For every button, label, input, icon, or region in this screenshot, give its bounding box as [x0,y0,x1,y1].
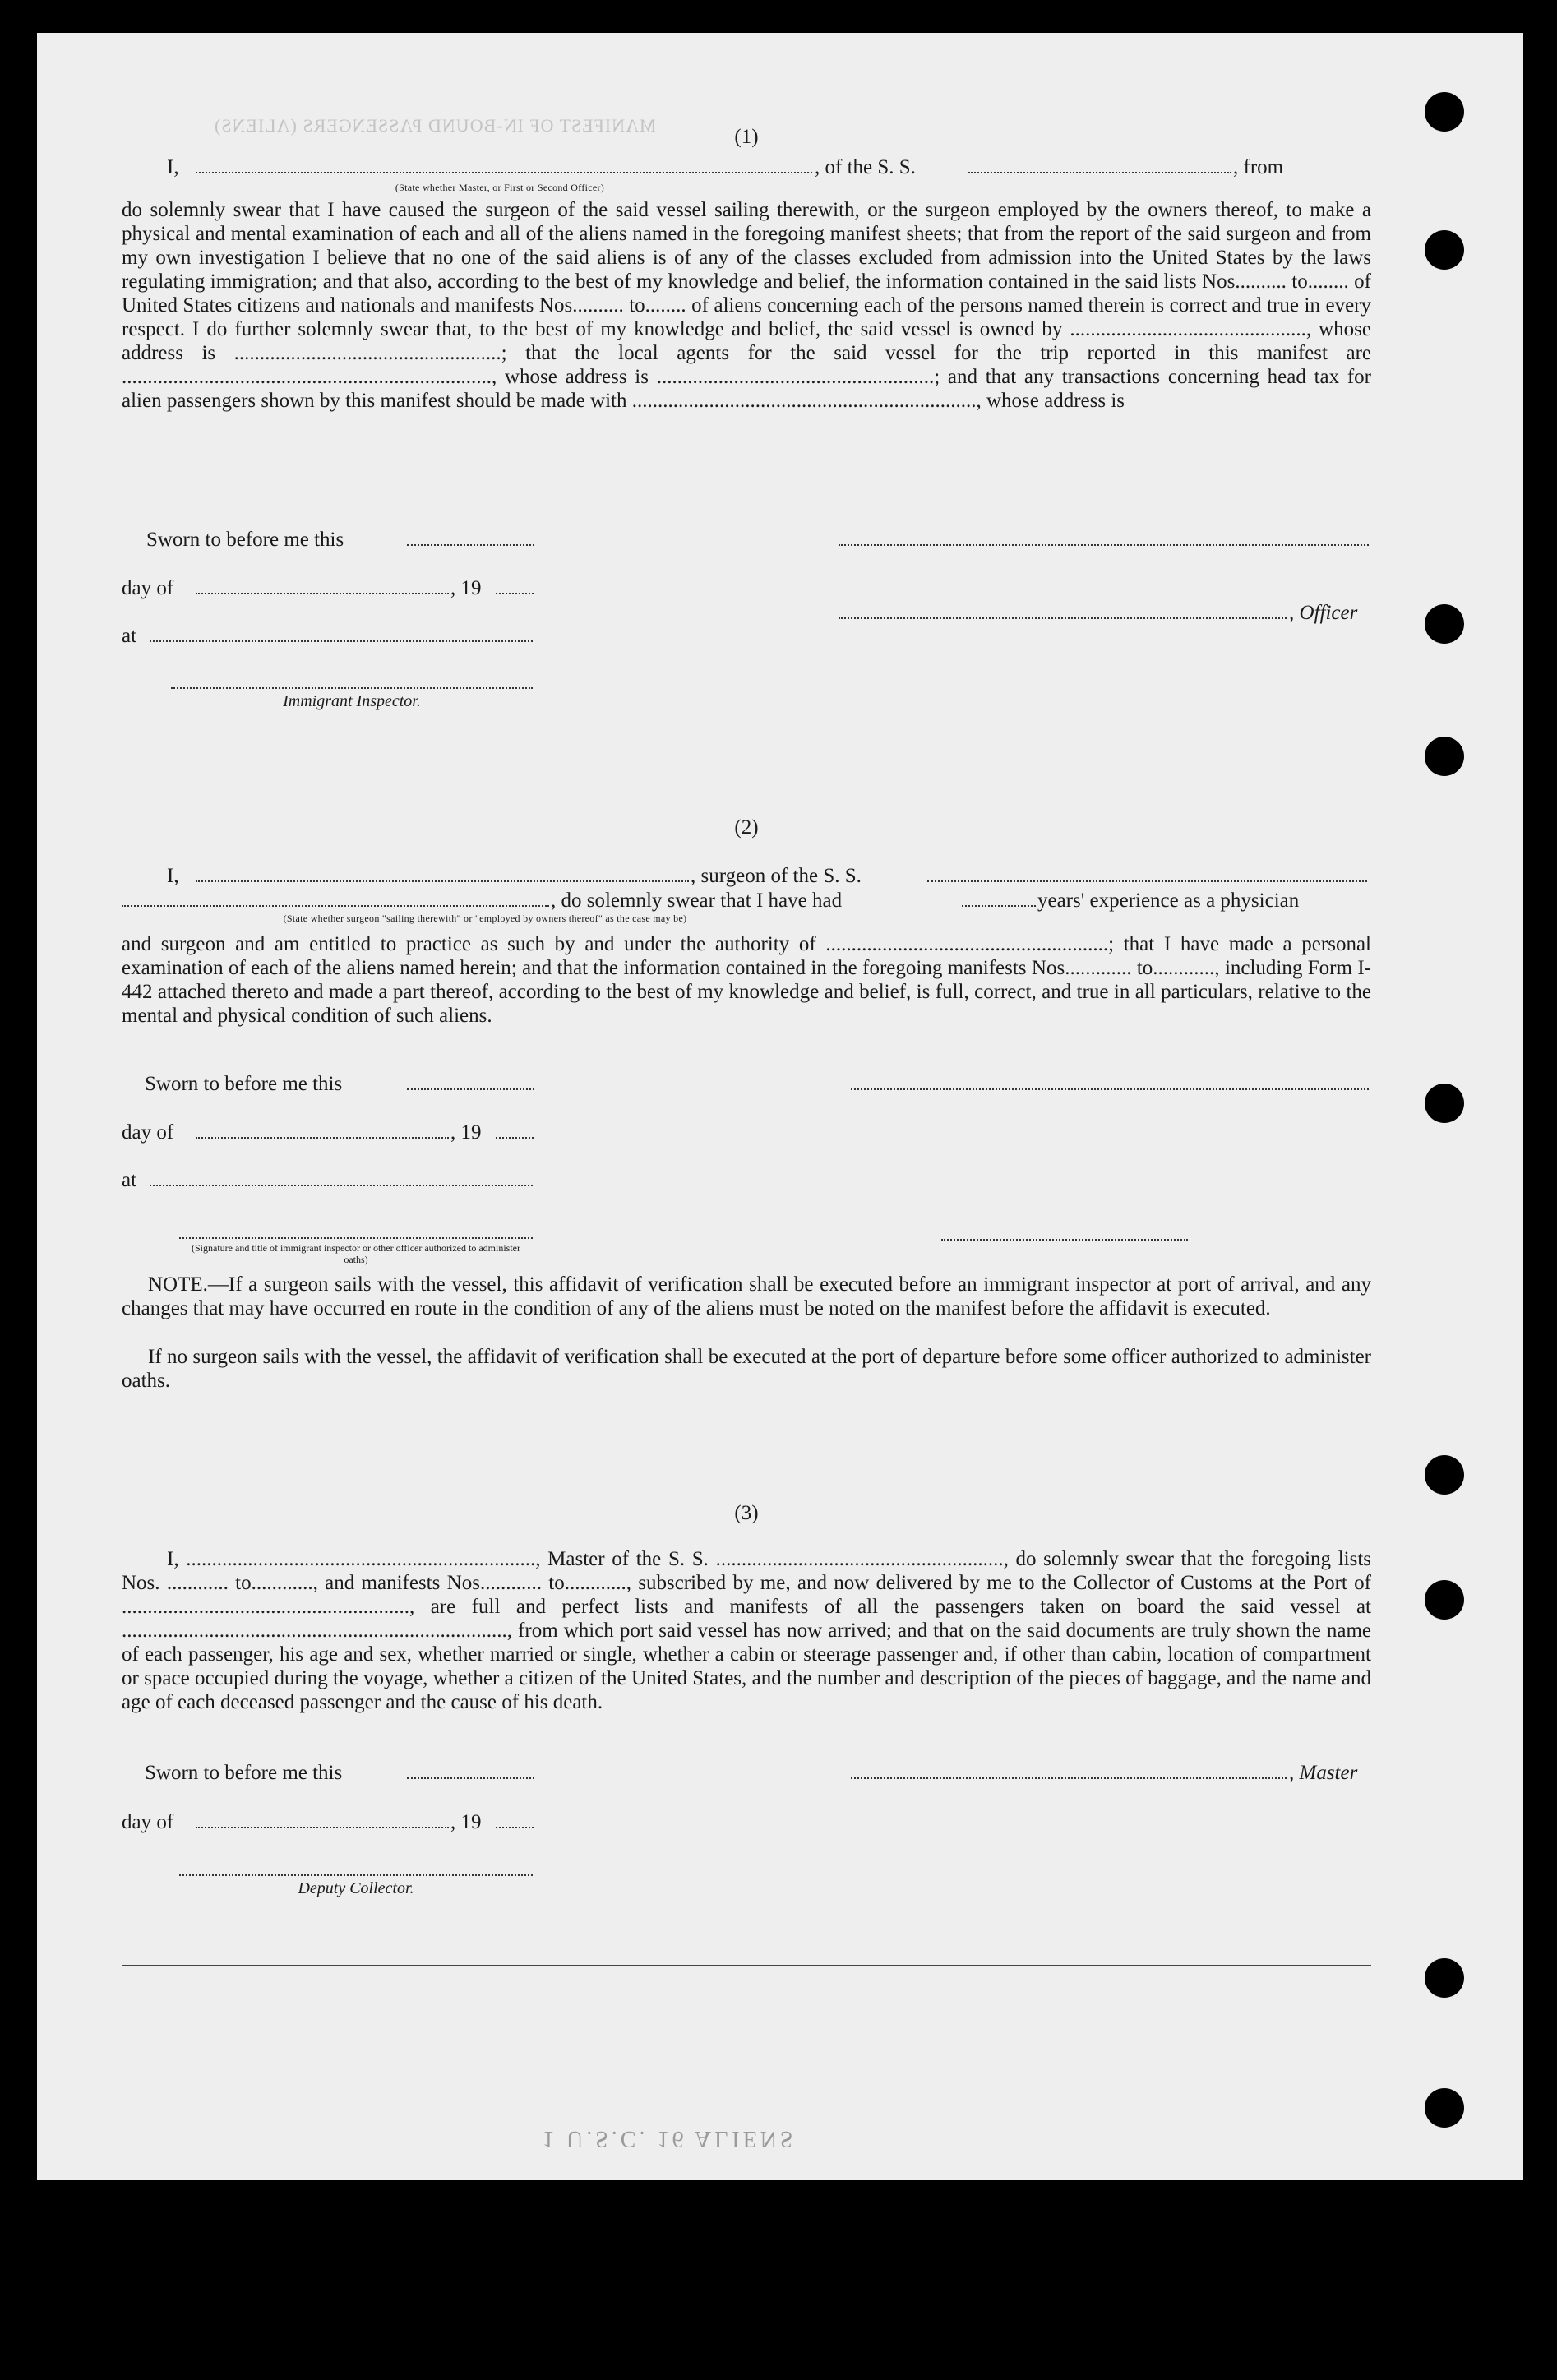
section-3-paragraph: I, ...................................................................., Master of the S. S. ........................................................, do solemnly swear that the foregoing lists Nos. ............ to............, and manifests Nos............ to............, subscribed by me, and now delivered by me to the Collector of Customs at the Port of ........................................................, are full and perfect lists and manifests of all the passengers taken on board the said vessel at ..........................................................................., from which port said vessel has now arrived; and that on the said documents are truly shown the name of each passenger, his age and sex, whether married or single, whether a cabin or steerage passenger and, if other than cabin, location of compartment or space occupied during the voyage, whether a citizen of the United States, and the number and description of the pieces of baggage, and the name and age of each deceased passenger and the cause of his death. [122,1548,1371,1713]
years-experience-field[interactable] [962,890,1036,907]
section-1-paragraph: do solemnly swear that I have caused the surgeon of the said vessel sailing therewith, or the surgeon employed by the owners thereof, to make a physical and mental examination of each and all of the aliens named in the foregoing manifest sheets; that from the report of the said surgeon and from my own investigation I believe that no one of the said aliens is of any of the classes excluded from admission into the United States by the laws regulating immigration; and that also, according to the best of my knowledge and belief, the information contained in the said lists Nos.......... to........ of United States citizens and nationals and manifests Nos.......... to........ of aliens concerning each of the persons named therein is correct and true in every respect. I do further solemnly swear that, to the best of my knowledge and belief, the said vessel is owned by .............................................., whose address is ....................................................; that the local agents for the said vessel for the trip reported in this manifest are ........................................................................, whose address is ......................................................; and that any transactions concerning head tax for alien passengers shown by this manifest should be made with ..................................................................., whose address is [122,199,1371,412]
section-2-day-field[interactable] [196,1122,449,1139]
section-2-swear-label: , do solemnly swear that I have had [551,890,843,912]
footer-rule [122,1965,1371,1966]
master-signature-field[interactable] [851,1763,1287,1779]
punch-hole [1425,737,1464,776]
section-1-signature-field[interactable] [839,529,1369,546]
section-2-at-field[interactable] [150,1170,533,1186]
section-3-number: (3) [734,1502,759,1524]
bleed-through-stamp: 1 U.S.C. 16 ALIENS [543,2126,797,2151]
section-2-paragraph: and surgeon and am entitled to practice as such by and under the authority of .......................................................; that I have made a personal examination of each of the aliens named herein; and that the information contained in the foregoing manifests Nos............. to............, including Form I-442 attached thereto and made a part thereof, according to the best of my knowledge and belief, is full, correct, and true in all particulars, relative to the mental and physical condition of such aliens. [122,933,1371,1027]
section-2-at-label: at [122,1169,137,1191]
punch-hole [1425,1958,1464,1998]
section-1-inspector-signature: Immigrant Inspector. [171,687,533,711]
section-2-surgeon-label: , surgeon of the S. S. [691,865,862,887]
section-3-sworn-date-field[interactable] [407,1763,534,1779]
section-3-sworn-label: Sworn to before me this [145,1762,343,1784]
section-2-number: (2) [734,816,759,839]
section-2-note-2: If no surgeon sails with the vessel, the affidavit of verification shall be executed at the port of departure before some officer authorized to administer oaths. [122,1346,1371,1392]
section-1-year-field[interactable] [496,578,534,594]
section-2-year-field[interactable] [496,1122,534,1139]
section-1-number: (1) [734,126,759,148]
master-name-field[interactable] [196,157,812,173]
section-1-from-label: , from [1233,156,1284,178]
section-2-sworn-label: Sworn to before me this [145,1073,343,1095]
section-1-year-label: , 19 [450,577,482,599]
section-2-signature-field[interactable] [851,1074,1369,1090]
bleed-through-title: MANIFEST OF IN-BOUND PASSENGERS (ALIENS) [214,115,656,136]
section-1-sworn-date-field[interactable] [407,529,534,546]
section-2-signature-caption: (Signature and title of immigrant inspector or other officer authorized to administer oaths) [179,1237,533,1265]
section-2-note: NOTE.—If a surgeon sails with the vessel, this affidavit of verification shall be executed before an immigrant inspector at port of arrival, and any changes that may have occurred en route in the condition of any of the aliens must be noted on the manifest before the affidavit is executed. [122,1273,1371,1319]
section-1-sworn-label: Sworn to before me this [146,529,344,551]
punch-hole [1425,1455,1464,1495]
section-1-day-field[interactable] [196,578,449,594]
section-3-day-of-label: day of [122,1811,174,1833]
section-2-day-of-label: day of [122,1121,174,1144]
punch-hole [1425,92,1464,132]
section-2-sworn-date-field[interactable] [407,1074,534,1090]
punch-hole [1425,1084,1464,1123]
punch-hole [1425,230,1464,270]
section-2-vessel-field[interactable] [927,866,1367,882]
surgeon-status-field[interactable] [122,890,549,907]
section-1-at-label: at [122,625,137,647]
section-1-officer-field[interactable] [839,603,1287,619]
section-1-of-ss-label: , of the S. S. [815,156,916,178]
section-2-caption: (State whether surgeon "sailing therewith" or "employed by owners thereof" as the case may be) [283,913,687,924]
punch-hole [1425,1580,1464,1620]
section-1-at-field[interactable] [150,626,533,642]
punch-hole [1425,2088,1464,2128]
vessel-name-field[interactable] [968,157,1231,173]
section-2-years-label: years' experience as a physician [1037,890,1300,912]
section-1-officer-label: , Officer [1289,602,1358,624]
section-3-master-label: , Master [1289,1762,1358,1784]
section-1 [122,125,1371,413]
deputy-collector-signature: Deputy Collector. [179,1874,533,1898]
section-1-i-label: I, [167,156,179,178]
section-3-day-field[interactable] [196,1812,449,1828]
section-3-year-label: , 19 [450,1811,482,1833]
section-2-officer-field[interactable] [941,1224,1188,1241]
section-1-day-of-label: day of [122,577,174,599]
punch-hole [1425,604,1464,644]
section-2-i-label: I, [167,865,179,887]
surgeon-name-field[interactable] [196,866,689,882]
section-2-year-label: , 19 [450,1121,482,1144]
section-3-year-field[interactable] [496,1812,534,1828]
section-1-caption: (State whether Master, or First or Second Officer) [395,182,605,193]
